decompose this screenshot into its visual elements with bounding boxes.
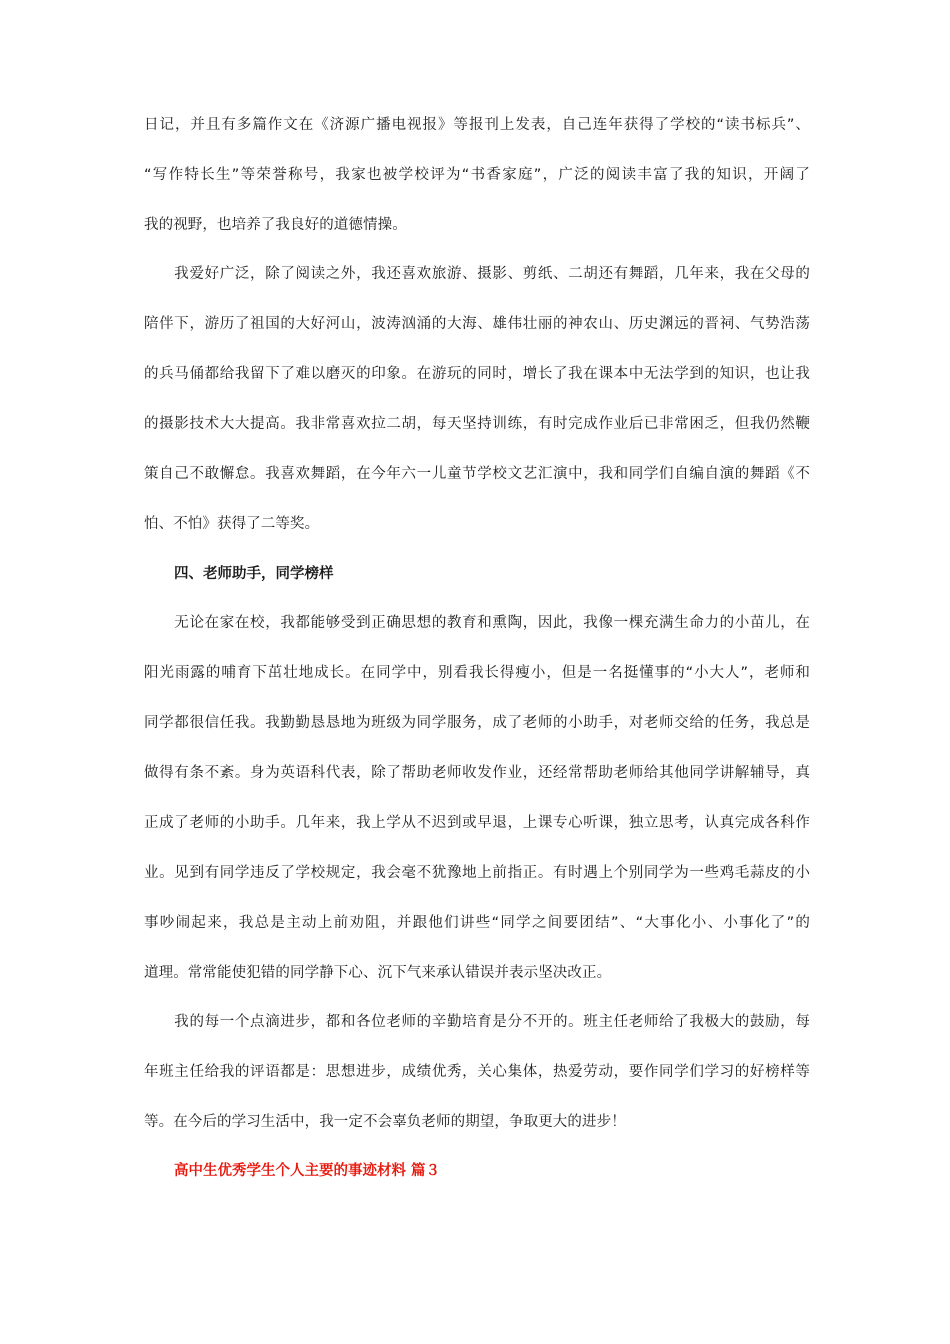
text-line: 怕、不怕》获得了二等奖。 — [144, 516, 320, 532]
text-line: 无论在家在校，我都能够受到正确思想的教育和熏陶，因此，我像一棵充满生命力的小苗儿，在 — [144, 615, 810, 631]
text-line: “写作特长生”等荣誉称号，我家也被学校评为“书香家庭”，广泛的阅读丰富了我的知识，开阔了 — [144, 167, 810, 183]
text-line: 陪伴下，游历了祖国的大好河山，波涛汹涌的大海、雄伟壮丽的神农山、历史渊远的晋祠、气势浩荡 — [144, 316, 810, 332]
text-line: 我爱好广泛，除了阅读之外，我还喜欢旅游、摄影、剪纸、二胡还有舞蹈，几年来，我在父母的 — [144, 266, 810, 282]
text-line: 同学都很信任我。我勤勤恳恳地为班级为同学服务，成了老师的小助手，对老师交给的任务，我总是 — [144, 715, 810, 731]
text-line: 阳光雨露的哺育下茁壮地成长。在同学中，别看我长得瘦小，但是一名挺懂事的“小大人”，老师和 — [144, 665, 810, 681]
paragraph-hobbies — [144, 264, 810, 564]
article-title-heading: 高中生优秀学生个人主要的事迹材料 篇３ — [174, 1163, 441, 1179]
section-heading: 四、老师助手，同学榜样 — [174, 566, 334, 582]
text-line: 道理。常常能使犯错的同学静下心、沉下气来承认错误并表示坚决改正。 — [144, 965, 612, 981]
paragraph-helper — [144, 613, 810, 1013]
text-line: 业。见到有同学违反了学校规定，我会毫不犹豫地上前指正。有时遇上个别同学为一些鸡毛蒜皮的小 — [144, 865, 810, 881]
text-line: 事吵闹起来，我总是主动上前劝阻，并跟他们讲些“同学之间要团结”、“大事化小、小事化了”的 — [144, 915, 810, 931]
text-line: 的摄影技术大大提高。我非常喜欢拉二胡，每天坚持训练，有时完成作业后已非常困乏，但我仍然鞭 — [144, 416, 810, 432]
text-line: 正成了老师的小助手。几年来，我上学从不迟到或早退，上课专心听课，独立思考，认真完成各科作 — [144, 815, 810, 831]
text-line: 做得有条不紊。身为英语科代表，除了帮助老师收发作业，还经常帮助老师给其他同学讲解辅导，真 — [144, 765, 810, 781]
paragraph-gratitude — [144, 1012, 810, 1162]
text-line: 年班主任给我的评语都是：思想进步，成绩优秀，关心集体，热爱劳动，要作同学们学习的好榜样等 — [144, 1064, 810, 1080]
paragraph-reading — [144, 115, 810, 265]
text-line: 日记，并且有多篇作文在《济源广播电视报》等报刊上发表，自己连年获得了学校的“读书标兵”、 — [144, 117, 810, 133]
text-line: 我的视野，也培养了我良好的道德情操。 — [144, 217, 407, 233]
text-line: 的兵马俑都给我留下了难以磨灭的印象。在游玩的同时，增长了我在课本中无法学到的知识，也让我 — [144, 366, 810, 382]
text-line: 等。在今后的学习生活中，我一定不会辜负老师的期望，争取更大的进步！ — [144, 1114, 626, 1130]
text-line: 策自己不敢懈怠。我喜欢舞蹈，在今年六一儿童节学校文艺汇演中，我和同学们自编自演的舞蹈《不 — [144, 466, 810, 482]
text-line: 我的每一个点滴进步，都和各位老师的辛勤培育是分不开的。班主任老师给了我极大的鼓励，每 — [144, 1014, 810, 1030]
